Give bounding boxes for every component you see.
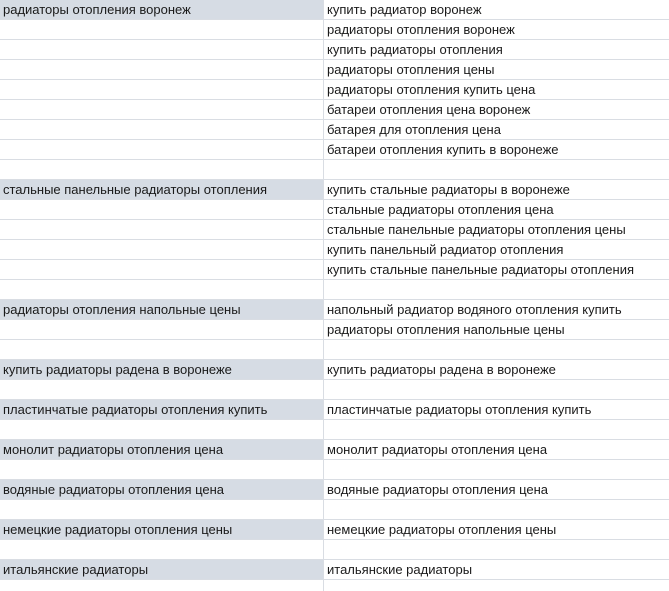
table-row <box>0 460 669 480</box>
cell-query[interactable] <box>324 380 669 400</box>
cell-group-keyword[interactable]: радиаторы отопления воронеж <box>0 0 324 20</box>
cell-query[interactable]: купить радиаторы отопления <box>324 40 669 60</box>
table-row <box>0 420 669 440</box>
cell-query[interactable]: батареи отопления цена воронеж <box>324 100 669 120</box>
cell-query[interactable] <box>324 460 669 480</box>
cell-query[interactable]: стальные радиаторы отопления цена <box>324 200 669 220</box>
cell-query[interactable]: купить стальные радиаторы в воронеже <box>324 180 669 200</box>
cell-group-keyword[interactable] <box>0 240 324 260</box>
cell-group-keyword[interactable] <box>0 280 324 300</box>
cell-query[interactable] <box>324 420 669 440</box>
table-row <box>0 480 669 500</box>
cell-group-keyword[interactable] <box>0 460 324 480</box>
table-row <box>0 40 669 60</box>
table-row <box>0 160 669 180</box>
cell-group-keyword[interactable] <box>0 580 324 591</box>
cell-query[interactable]: купить стальные панельные радиаторы отопления <box>324 260 669 280</box>
table-row <box>0 260 669 280</box>
cell-query[interactable]: радиаторы отопления воронеж <box>324 20 669 40</box>
cell-query[interactable]: батарея для отопления цена <box>324 120 669 140</box>
cell-query[interactable] <box>324 500 669 520</box>
cell-group-keyword[interactable] <box>0 160 324 180</box>
cell-group-keyword[interactable] <box>0 60 324 80</box>
cell-query[interactable]: пластинчатые радиаторы отопления купить <box>324 400 669 420</box>
table-row <box>0 340 669 360</box>
cell-group-keyword[interactable] <box>0 200 324 220</box>
cell-group-keyword[interactable] <box>0 420 324 440</box>
table-row <box>0 220 669 240</box>
cell-group-keyword[interactable] <box>0 340 324 360</box>
cell-group-keyword[interactable]: итальянские радиаторы <box>0 560 324 580</box>
table-row <box>0 60 669 80</box>
cell-query[interactable]: радиаторы отопления напольные цены <box>324 320 669 340</box>
cell-group-keyword[interactable]: водяные радиаторы отопления цена <box>0 480 324 500</box>
cell-group-keyword[interactable] <box>0 260 324 280</box>
cell-query[interactable]: монолит радиаторы отопления цена <box>324 440 669 460</box>
table-row <box>0 140 669 160</box>
cell-query[interactable]: купить радиаторы радена в воронеже <box>324 360 669 380</box>
cell-group-keyword[interactable] <box>0 220 324 240</box>
cell-query[interactable]: стальные панельные радиаторы отопления цены <box>324 220 669 240</box>
table-row <box>0 20 669 40</box>
cell-group-keyword[interactable]: радиаторы отопления напольные цены <box>0 300 324 320</box>
table-row <box>0 440 669 460</box>
cell-group-keyword[interactable] <box>0 80 324 100</box>
cell-group-keyword[interactable]: стальные панельные радиаторы отопления <box>0 180 324 200</box>
cell-query[interactable] <box>324 160 669 180</box>
cell-group-keyword[interactable] <box>0 320 324 340</box>
cell-query[interactable]: батареи отопления купить в воронеже <box>324 140 669 160</box>
table-row <box>0 120 669 140</box>
table-row <box>0 280 669 300</box>
table-row <box>0 300 669 320</box>
cell-group-keyword[interactable] <box>0 380 324 400</box>
table-row <box>0 380 669 400</box>
table-row <box>0 200 669 220</box>
cell-query[interactable]: напольный радиатор водяного отопления купить <box>324 300 669 320</box>
cell-query[interactable]: итальянские радиаторы <box>324 560 669 580</box>
cell-group-keyword[interactable]: пластинчатые радиаторы отопления купить <box>0 400 324 420</box>
table-row <box>0 360 669 380</box>
cell-group-keyword[interactable]: монолит радиаторы отопления цена <box>0 440 324 460</box>
cell-query[interactable]: радиаторы отопления цены <box>324 60 669 80</box>
cell-query[interactable]: радиаторы отопления купить цена <box>324 80 669 100</box>
cell-group-keyword[interactable] <box>0 120 324 140</box>
cell-group-keyword[interactable]: немецкие радиаторы отопления цены <box>0 520 324 540</box>
cell-query[interactable]: купить панельный радиатор отопления <box>324 240 669 260</box>
table-row <box>0 540 669 560</box>
cell-query[interactable] <box>324 340 669 360</box>
cell-group-keyword[interactable] <box>0 40 324 60</box>
table-row <box>0 520 669 540</box>
table-row <box>0 80 669 100</box>
table-row <box>0 580 669 591</box>
cell-group-keyword[interactable] <box>0 100 324 120</box>
table-row <box>0 400 669 420</box>
cell-group-keyword[interactable] <box>0 540 324 560</box>
cell-group-keyword[interactable]: купить радиаторы радена в воронеже <box>0 360 324 380</box>
cell-group-keyword[interactable] <box>0 20 324 40</box>
cell-query[interactable] <box>324 580 669 591</box>
cell-query[interactable]: купить радиатор воронеж <box>324 0 669 20</box>
table-row <box>0 0 669 20</box>
cell-query[interactable] <box>324 280 669 300</box>
cell-query[interactable] <box>324 540 669 560</box>
cell-query[interactable]: водяные радиаторы отопления цена <box>324 480 669 500</box>
table-row <box>0 180 669 200</box>
table-row <box>0 320 669 340</box>
cell-group-keyword[interactable] <box>0 500 324 520</box>
table-row <box>0 100 669 120</box>
table-row <box>0 500 669 520</box>
table-row <box>0 240 669 260</box>
table-row <box>0 560 669 580</box>
cell-query[interactable]: немецкие радиаторы отопления цены <box>324 520 669 540</box>
cell-group-keyword[interactable] <box>0 140 324 160</box>
